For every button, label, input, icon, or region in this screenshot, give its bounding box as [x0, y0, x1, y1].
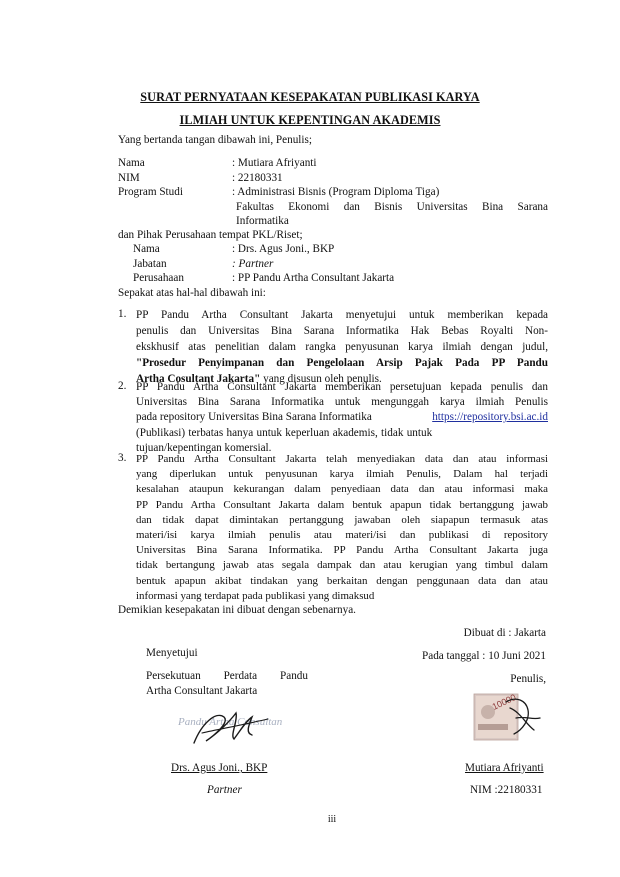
signing-place: Dibuat di : Jakarta	[463, 627, 546, 639]
point-3-line: informasi yang terdapat pada publikasi yang dimaksud	[136, 589, 375, 602]
document-title-line1: SURAT PERNYATAAN KESEPAKATAN PUBLIKASI KARYA	[140, 90, 480, 104]
intro-text: Yang bertanda tangan dibawah ini, Penulis;	[118, 134, 312, 146]
point-1-title-line: Artha Cosultant Jakarta"	[136, 372, 261, 385]
author-name-label: Nama	[118, 157, 145, 169]
point-3-line: bentuk apapun akibat tindakan yang berkaitan dengan penggunaan data dan atau	[136, 574, 548, 587]
author-nim-value: : 22180331	[232, 172, 283, 184]
point-2-line: tujuan/kepentingan komersial.	[136, 441, 272, 454]
author-faculty-line1: Fakultas Ekonomi dan Bisnis Universitas Bina Sarana	[236, 201, 548, 213]
author-signatory-nim: NIM :22180331	[470, 784, 543, 796]
author-nim-label: NIM	[118, 172, 140, 184]
approval-label: Menyetujui	[146, 647, 198, 659]
author-role: Penulis,	[510, 673, 546, 685]
point-3-line: kesalahan ataupun kekurangan dalam penyediaan data dan atau informasi maka	[136, 483, 548, 496]
closing-statement: Demikian kesepakatan ini dibuat dengan sebenarnya.	[118, 604, 356, 616]
author-signature-stamp	[470, 690, 544, 746]
author-name-value: : Mutiara Afriyanti	[232, 157, 317, 169]
point-3-line: Universitas Bina Sarana Informatika. PP Pandu Artha Consultant Jakarta juga	[136, 544, 548, 557]
point-1-line: ekskhusif atas penelitian dalam rangka penyusunan karya ilmiah dengan judul,	[136, 340, 548, 353]
company-name-value: : PP Pandu Artha Consultant Jakarta	[232, 272, 395, 284]
stamp-text: Pandu Artha Consultant	[178, 716, 282, 728]
author-signatory-name: Mutiara Afriyanti	[465, 762, 544, 774]
point-3-line: PP Pandu Artha Consultant Jakarta dalam bentuk apapun tidak bertanggung jawab	[136, 498, 548, 511]
point-3-number: 3.	[118, 452, 127, 464]
signature-icon	[172, 703, 282, 751]
document-title-line2: ILMIAH UNTUK KEPENTINGAN AKADEMIS	[179, 113, 441, 127]
stamp-value: 10000	[490, 692, 518, 712]
company-rep-name-value: : Drs. Agus Joni., BKP	[232, 243, 335, 255]
author-prodi-value: : Administrasi Bisnis (Program Diploma Tiga)	[232, 186, 440, 198]
signing-date: Pada tanggal : 10 Juni 2021	[422, 650, 546, 662]
point-3-line: yang diperlukan untuk penyusunan karya ilmiah Penulis, Dalam hal terjadi	[136, 468, 548, 481]
point-1-line: yang disusun oleh penulis.	[260, 372, 382, 385]
point-1-text	[136, 308, 548, 387]
company-stamp-signature	[172, 703, 282, 751]
point-2-line: pada repository Universitas Bina Sarana Informatika	[136, 411, 372, 424]
duty-stamp-icon	[470, 690, 544, 746]
company-rep-name-label: Nama	[133, 243, 160, 255]
company-name-label: Perusahaan	[133, 272, 184, 284]
repository-link[interactable]: https://repository.bsi.ac.id	[432, 411, 548, 424]
page-number: iii	[327, 814, 337, 825]
point-1-line: penulis dan Universitas Bina Sarana Informatika Hak Bebas Royalti Non-	[136, 324, 548, 337]
point-3-line: PP Pandu Artha Consultant Jakarta telah menyediakan data dan atau informasi	[136, 453, 548, 465]
org-name-line2: Artha Consultant Jakarta	[146, 685, 258, 697]
company-position-label: Jabatan	[133, 258, 167, 270]
agreement-intro: Sepakat atas hal-hal dibawah ini:	[118, 287, 266, 299]
point-2-text	[136, 380, 548, 456]
point-2-line: PP Pandu Artha Consultant Jakarta memberikan persetujuan kepada penulis dan	[136, 381, 548, 393]
point-2-line: Universitas Bina Sarana Informatika untuk mengunggah karya ilmiah Penulis	[136, 396, 548, 409]
point-1-title-line: "Prosedur Penyimpanan dan Pengelolaan Arsip Pajak Pada PP Pandu	[136, 356, 548, 369]
author-faculty-line2: Informatika	[236, 215, 289, 227]
point-3-text	[136, 452, 548, 604]
point-2-line: (Publikasi) terbatas hanya untuk keperluan akademis, tidak untuk	[136, 426, 433, 439]
company-signatory-name: Drs. Agus Joni., BKP	[171, 762, 268, 774]
company-position-value: : Partner	[232, 258, 274, 270]
author-prodi-label: Program Studi	[118, 186, 183, 198]
company-signatory-position: Partner	[207, 784, 242, 796]
company-intro: dan Pihak Perusahaan tempat PKL/Riset;	[118, 229, 303, 241]
org-name-line1: Persekutuan Perdata Pandu	[146, 670, 308, 682]
point-3-line: dan tidak dapat dimintakan pertanggung jawaban oleh siapapun termasuk atas	[136, 513, 548, 526]
point-3-line: materi/isi karya ilmiah penulis atau materi/isi dan publikasi di repository	[136, 528, 548, 541]
point-1-line: PP Pandu Artha Consultant Jakarta menyetujui untuk memberikan kepada	[136, 309, 548, 321]
point-1-number: 1.	[118, 308, 127, 320]
point-3-line: tidak bertangung jawab atas segala dampak dan atau kerugian yang timbul dalam	[136, 559, 548, 572]
point-2-number: 2.	[118, 380, 127, 392]
